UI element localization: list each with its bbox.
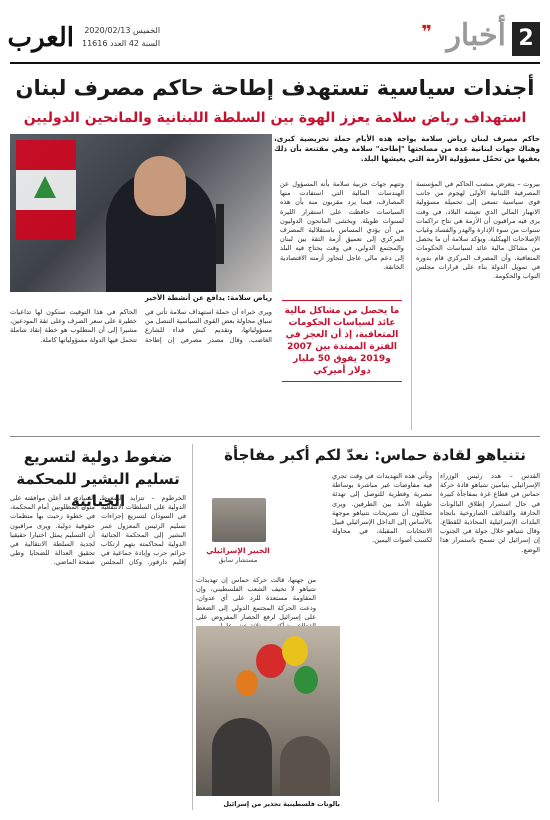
author-name: الخبير الإسرائيلي <box>206 546 270 555</box>
story-divider <box>192 444 193 810</box>
bottom-right-column-2: وتأتي هذه التهديدات في وقت تجري فيه مفاوضات غير مباشرة بوساطة مصرية وقطرية للتوصل إلى تهدئة طويلة الأمد بين الطرفين. ويرى محللون أن تصريحات نتنياهو موجهة بالأساس إلى الداخل الإسرائيلي قبيل الانتخابات المقبلة، في محاولة لكسب أصوات اليمين. <box>332 472 432 545</box>
microphone-icon <box>216 204 224 264</box>
bottom-right-headline: نتنياهو لقادة حماس: نعدّ لكم أكبر مفاجأة <box>224 446 526 464</box>
section-number-badge: 2 <box>512 22 540 56</box>
author-avatar <box>212 498 266 542</box>
newspaper-logo: العرب <box>7 23 74 53</box>
page-header <box>7 8 540 60</box>
green-balloon <box>294 666 318 694</box>
bottom-right-column-3: من جهتها، قالت حركة حماس إن تهديدات نتنياهو لا تخيف الشعب الفلسطيني، وإن المقاومة مستعدة للرد على أي عدوان. ودعت الحركة المجتمع الدولي إلى الضغط على إسرائيل لرفع الحصار المفروض على <box>196 576 316 621</box>
section-divider <box>10 436 540 437</box>
top-story-pull-quote: ما يحصل من مشاكل مالية عائد لسياسات الحكومات المتعاقبة، إذ أن العجز في الفترة الممتدة بين 2007 و2019 يفوق 50 مليار دولار أميركي <box>282 300 402 382</box>
top-story-column-2: وتتهم جهات حزبية سلامة بأنه المسؤول عن الهندسات المالية التي استفادت منها المصارف، فيما يرد مقربون منه بأن هذه السياسات حافظت على استقرار الليرة لسنوات طويلة. ويخشى المانحون الدوليون من أن يؤدي المساس باستقلالية المصرف المركزي إلى تعميق أزمة الثقة بين لبنان والمجتمع الدولي، في وقت يحتاج فيه البلد إلى دعم مالي عاجل لتجاوز أزمته الاقتصادية الخانقة. <box>280 180 404 271</box>
orange-balloon <box>236 670 258 696</box>
header-divider <box>10 62 540 64</box>
top-story-photo <box>10 134 272 292</box>
author-role: مستشار سابق <box>218 556 258 564</box>
column-divider <box>438 472 439 802</box>
column-divider <box>411 180 412 430</box>
date-line: الخميس 2020/02/13 <box>84 26 161 35</box>
top-story-column-1: بيروت – يتعرض منصب الحاكم في المؤسسة المصرفية اللبنانية الأولى لهجوم من جانب قوى سياسية تسعى إلى تحميله مسؤولية الانهيار المالي الذي تعيشه البلاد، في وقت يرى فيه مراقبون أن الأزمة هي نتاج تراكمات سنوات من سوء الإدارة والهدر والفساد وغياب الإصلاحات الهيكلية. ويؤكد سلامة أن ما يحصل من مشاكل مالية عائد لسياسات الحكومات المتعاقبة، وأن المصرف المركزي قام بدوره في تمويل الدولة بناء على قرارات مجلس النواب والحكومة. <box>416 180 540 281</box>
top-story-headline: أجندات سياسية تستهدف إطاحة حاكم مصرف لبنان <box>15 76 535 100</box>
issue-line: السنة 42 العدد 11616 <box>82 39 161 48</box>
top-photo-caption: رياض سلامة: يدافع عن أنشطة الأخير <box>144 294 272 302</box>
balloons-photo <box>196 626 340 796</box>
bottom-right-column-1: القدس – هدد رئيس الوزراء الإسرائيلي بنيامين نتنياهو قادة حركة حماس في قطاع غزة بمفاجأة كبيرة في حال استمرار إطلاق البالونات الحارقة والقذائف الصاروخية باتجاه البلدات الإسرائيلية المحاذية للقطاع. وقال نتنياهو خلال جولة في الجنوب إن إسرائيل لن تسمح باستمرار هذا الوضع. <box>440 472 540 554</box>
person-figure <box>212 718 272 796</box>
top-story-column-3: ويرى خبراء أن حملة استهداف سلامة تأتي في سياق محاولة بعض القوى السياسية التنصل من مسؤولياتها، وتقديم كبش فداء للشارع الغاضب. وقال مصدر مصرفي إن إطاحة الحاكم في هذا التوقيت ستكون لها تداعيات خطيرة على سعر الصرف وعلى ثقة المودعين، مشيرا إلى أن المطلوب هو خطة إنقاذ شاملة تتحمل فيها الدولة مسؤولياتها كاملة. <box>10 308 272 344</box>
top-story-subheadline: استهداف رياض سلامة يعزز الهوة بين السلطة اللبنانية والمانحين الدوليين <box>23 110 527 126</box>
section-title: أخبار <box>446 18 506 53</box>
bottom-left-body: الخرطوم – تتزايد الضغوط الدولية على السلطات الانتقالية في السودان لتسريع إجراءات تسليم الرئيس المعزول عمر البشير إلى المحكمة الجنائية الدولية لمحاكمته بتهم ارتكاب جرائم حرب وإبادة جماعية في إقليم دارفور. وكان المجلس السيادي قد أعلن موافقته على مثول المطلوبين أمام المحكمة، في خطوة رحبت بها منظمات حقوقية دولية. ويرى مراقبون أن التسليم يمثل اختبارا حقيقيا لجدية السلطة الانتقالية في تحقيق العدالة للضحايا وطي صفحة الماضي. <box>10 494 186 567</box>
person-face <box>134 156 186 216</box>
bottom-left-headline: ضغوط دولية لتسريع تسليم البشير للمحكمة الجنائية <box>16 448 180 510</box>
person-figure <box>280 736 330 796</box>
quote-mark-icon: ❞ <box>421 22 432 43</box>
top-story-lead: حاكم مصرف لبنان رياض سلامة يواجه هذه الأيام حملة تحريضية كبرى، وهناك جهات لبنانية عدة من مصلحتها "إطاحة" سلامة وهي مقتنعة بأن ذلك يعفيها من تحمّل مسؤولية الأزمة التي يعيشها البلد. <box>274 134 540 163</box>
bottom-photo-caption: بالونات فلسطينية تحذير من إسرائيل <box>223 800 340 808</box>
yellow-balloon <box>282 636 308 666</box>
author-box <box>196 498 280 572</box>
issue-info <box>82 24 160 50</box>
